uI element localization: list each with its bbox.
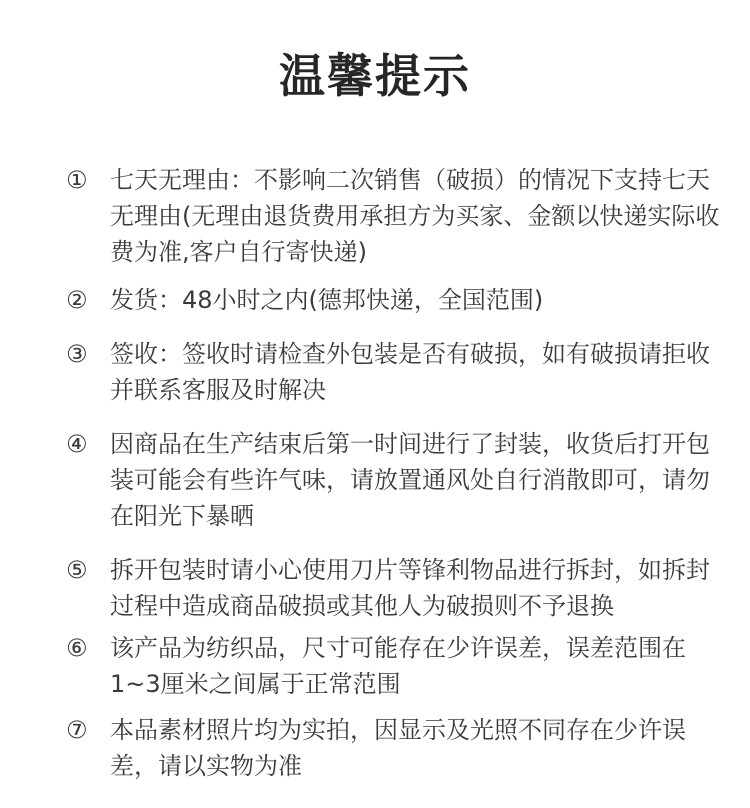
notice-number: ⑤ [66,556,88,584]
notice-text: 本品素材照片均为实拍，因显示及光照不同存在少许误差，请以实物为准 [110,716,686,780]
notice-text: 该产品为纺织品，尺寸可能存在少许误差，误差范围在1~3厘米之间属于正常范围 [110,634,686,698]
notice-number: ④ [66,430,88,458]
notice-item-2 [66,282,726,318]
notice-number: ③ [66,340,88,368]
notice-item-7 [66,712,726,784]
notice-text: 拆开包装时请小心使用刀片等锋利物品进行拆封，如拆封过程中造成商品破损或其他人为破损则不予退换 [110,556,710,620]
notice-item-6 [66,630,726,702]
notice-number: ⑦ [66,716,88,744]
notice-list [66,162,726,784]
notice-text: 签收：签收时请检查外包装是否有破损，如有破损请拒收并联系客服及时解决 [110,340,710,404]
notice-item-3 [66,336,726,408]
notice-number: ① [66,166,88,194]
notice-text: 七天无理由：不影响二次销售（破损）的情况下支持七天无理由(无理由退货费用承担方为买家、金额以快递实际收费为准,客户自行寄快递) [110,166,720,266]
notice-text: 发货：48小时之内(德邦快递，全国范围) [110,286,544,314]
notice-item-4 [66,426,726,534]
notice-item-5 [66,552,726,624]
notice-item-1 [66,162,726,270]
notice-text: 因商品在生产结束后第一时间进行了封装，收货后打开包装可能会有些许气味，请放置通风处自行消散即可，请勿在阳光下暴晒 [110,430,710,530]
notice-number: ② [66,286,88,314]
page-title: 温馨提示 [279,49,471,103]
notice-number: ⑥ [66,634,88,662]
